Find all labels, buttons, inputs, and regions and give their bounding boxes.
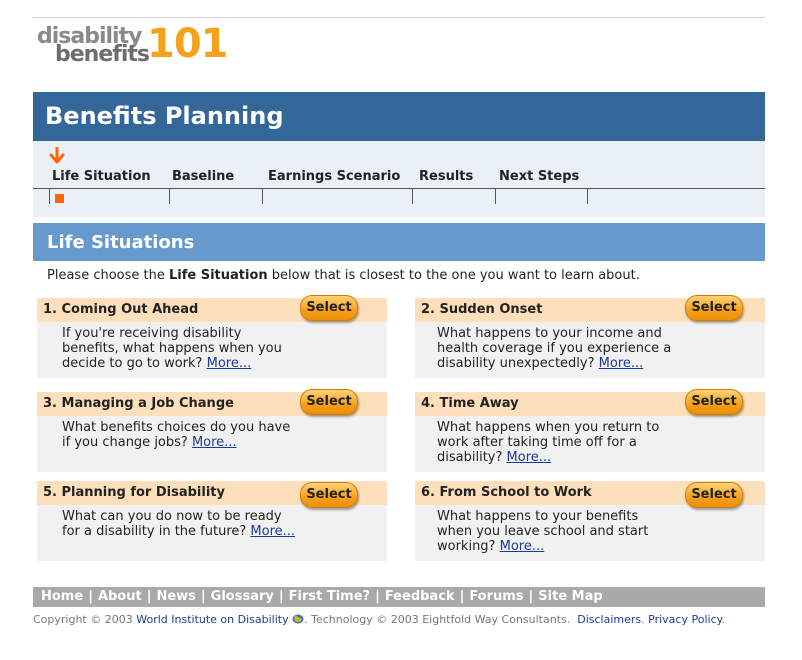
card-body-text: What benefits choices do you have if you change jobs? — [62, 420, 291, 450]
card-description — [437, 326, 677, 371]
more-link-1[interactable]: More... — [206, 356, 252, 371]
card-body-text: What happens to your benefits when you leave school and start working? — [437, 509, 649, 554]
intro-text — [47, 268, 640, 283]
copyright-line: Copyright © 2003 World Institute on Disability . Technology © 2003 Eightfold Way Consultants. Disclaimers. Privacy Policy. — [33, 613, 726, 626]
footer-separator: | — [200, 589, 206, 604]
select-button-2[interactable]: Select — [685, 295, 743, 321]
step-tick — [495, 188, 496, 204]
globe-icon — [292, 614, 304, 624]
disclaimers-link[interactable]: Disclaimers — [577, 613, 642, 626]
card-title: 5. Planning for Disability — [43, 485, 225, 500]
more-link-4[interactable]: More... — [506, 450, 552, 465]
privacy-policy-link[interactable]: Privacy Policy — [648, 613, 722, 626]
progress-steps — [33, 141, 765, 217]
card-description — [62, 509, 302, 539]
org-link[interactable]: World Institute on Disability — [136, 613, 289, 626]
situation-card-4 — [415, 392, 765, 472]
top-divider — [33, 17, 765, 18]
situation-card-3 — [37, 392, 387, 472]
card-body-text: If you're receiving disability benefits, what happens when you decide to go to work? — [62, 326, 282, 371]
intro-before: Please choose the — [47, 268, 169, 283]
progress-line — [33, 188, 765, 189]
current-step-marker — [55, 194, 64, 203]
intro-after: below that is closest to the one you want to learn about. — [267, 268, 640, 283]
step-baseline: Baseline — [172, 169, 235, 184]
select-button-5[interactable]: Select — [300, 482, 358, 508]
card-body-text: What can you do now to be ready for a disability in the future? — [62, 509, 282, 539]
step-tick — [169, 188, 170, 204]
footer-link-site-map[interactable]: Site Map — [538, 589, 603, 604]
card-description — [62, 420, 302, 450]
step-results: Results — [419, 169, 474, 184]
card-body-text: What happens when you return to work after taking time off for a disability? — [437, 420, 660, 465]
current-step-arrow-icon — [49, 147, 65, 165]
step-tick — [587, 188, 588, 204]
copyright-prefix: Copyright © 2003 — [33, 613, 137, 626]
more-link-6[interactable]: More... — [499, 539, 545, 554]
select-button-1[interactable]: Select — [300, 295, 358, 321]
select-button-3[interactable]: Select — [300, 389, 358, 415]
logo-text-benefits: benefits — [55, 42, 149, 67]
more-link-2[interactable]: More... — [598, 356, 644, 371]
card-title: 6. From School to Work — [421, 485, 592, 500]
section-title: Life Situations — [47, 232, 195, 253]
card-body-text: What happens to your income and health coverage if you experience a disability unexpectedly? — [437, 326, 672, 371]
card-title: 2. Sudden Onset — [421, 302, 543, 317]
situation-card-1 — [37, 298, 387, 378]
select-button-4[interactable]: Select — [685, 389, 743, 415]
select-button-6[interactable]: Select — [685, 482, 743, 508]
step-next-steps: Next Steps — [499, 169, 580, 184]
footer-separator: | — [375, 589, 380, 604]
situation-card-5 — [37, 481, 387, 561]
card-title: 1. Coming Out Ahead — [43, 302, 199, 317]
footer-separator: | — [146, 589, 152, 604]
card-description — [437, 420, 677, 465]
footer-link-forums[interactable]: Forums — [469, 589, 524, 604]
step-tick — [262, 188, 263, 204]
footer-links — [41, 589, 603, 604]
step-tick — [412, 188, 413, 204]
page-header — [33, 92, 765, 141]
footer-separator: | — [459, 589, 465, 604]
card-title: 3. Managing a Job Change — [43, 396, 234, 411]
card-description — [437, 509, 677, 554]
logo-text-disability: disability — [37, 24, 142, 49]
footer-link-first-time[interactable]: First Time? — [288, 589, 371, 604]
footer-link-news[interactable]: News — [156, 589, 196, 604]
footer-nav — [33, 587, 765, 607]
page-title: Benefits Planning — [45, 102, 284, 130]
footer-link-feedback[interactable]: Feedback — [384, 589, 455, 604]
intro-bold: Life Situation — [168, 268, 268, 283]
card-description — [62, 326, 302, 371]
more-link-3[interactable]: More... — [191, 435, 237, 450]
step-life-situation: Life Situation — [52, 169, 151, 184]
section-header — [33, 223, 765, 261]
logo-number: 101 — [147, 21, 228, 67]
footer-separator: | — [528, 589, 534, 604]
copyright-middle: . Technology © 2003 Eightfold Way Consultants. — [304, 613, 571, 626]
situation-card-2 — [415, 298, 765, 378]
card-title: 4. Time Away — [421, 396, 519, 411]
footer-separator: | — [88, 589, 93, 604]
more-link-5[interactable]: More... — [250, 524, 296, 539]
step-earnings-scenario: Earnings Scenario — [268, 169, 401, 184]
situation-card-6 — [415, 481, 765, 561]
step-tick — [49, 188, 50, 204]
footer-separator: | — [278, 589, 284, 604]
site-logo[interactable] — [37, 21, 237, 68]
footer-link-about[interactable]: About — [97, 589, 142, 604]
footer-link-home[interactable]: Home — [41, 589, 84, 604]
footer-link-glossary[interactable]: Glossary — [210, 589, 274, 604]
